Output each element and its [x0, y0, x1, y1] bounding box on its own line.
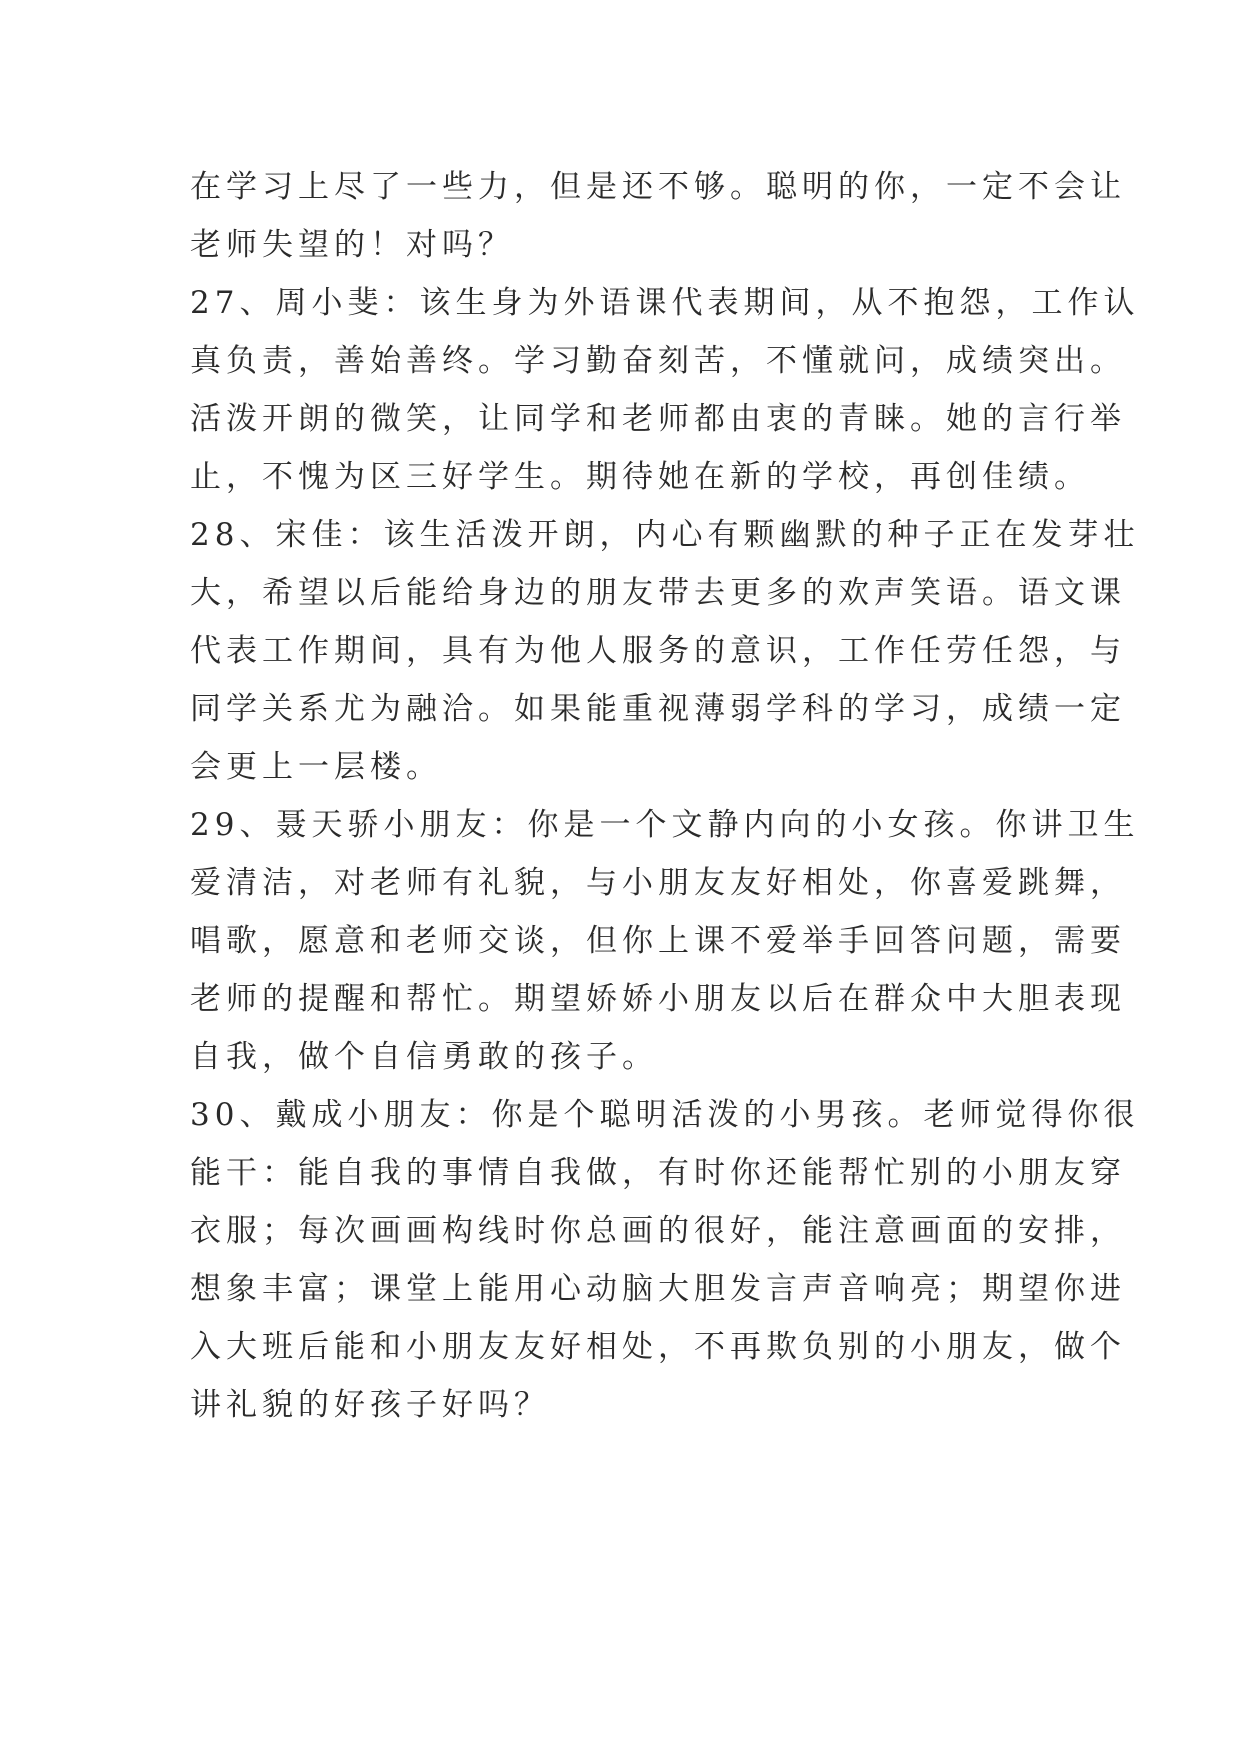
text-line: 大，希望以后能给身边的朋友带去更多的欢声笑语。语文课 [190, 575, 1126, 611]
text-line: 止，不愧为区三好学生。期待她在新的学校，再创佳绩。 [190, 459, 1090, 495]
text-line: 30、戴成小朋友：你是个聪明活泼的小男孩。老师觉得你很 [190, 1097, 1140, 1133]
text-line: 真负责，善始善终。学习勤奋刻苦，不懂就问，成绩突出。 [190, 343, 1126, 379]
text-line: 同学关系尤为融洽。如果能重视薄弱学科的学习，成绩一定 [190, 691, 1126, 727]
text-line: 爱清洁，对老师有礼貌，与小朋友友好相处，你喜爱跳舞， [190, 865, 1126, 901]
text-line: 28、宋佳：该生活泼开朗，内心有颗幽默的种子正在发芽壮 [190, 517, 1140, 553]
text-line: 唱歌，愿意和老师交谈，但你上课不爱举手回答问题，需要 [190, 923, 1126, 959]
text-line: 想象丰富；课堂上能用心动脑大胆发言声音响亮；期望你进 [190, 1271, 1126, 1307]
text-line: 老师的提醒和帮忙。期望娇娇小朋友以后在群众中大胆表现 [190, 981, 1126, 1017]
text-line: 活泼开朗的微笑，让同学和老师都由衷的青睐。她的言行举 [190, 401, 1126, 437]
text-line: 在学习上尽了一些力，但是还不够。聪明的你，一定不会让 [190, 169, 1126, 205]
text-line: 衣服；每次画画构线时你总画的很好，能注意画面的安排， [190, 1213, 1126, 1249]
text-line: 代表工作期间，具有为他人服务的意识，工作任劳任怨，与 [190, 633, 1126, 669]
text-line: 讲礼貌的好孩子好吗？ [190, 1387, 550, 1423]
text-line: 27、周小斐：该生身为外语课代表期间，从不抱怨，工作认 [190, 285, 1140, 321]
text-line: 自我，做个自信勇敢的孩子。 [190, 1039, 658, 1075]
text-line: 29、聂天骄小朋友：你是一个文静内向的小女孩。你讲卫生 [190, 807, 1140, 843]
document-body [190, 158, 1140, 1434]
text-line: 入大班后能和小朋友友好相处，不再欺负别的小朋友，做个 [190, 1329, 1126, 1365]
text-line: 老师失望的！对吗？ [190, 227, 514, 263]
text-line: 会更上一层楼。 [190, 749, 442, 785]
text-line: 能干：能自我的事情自我做，有时你还能帮忙别的小朋友穿 [190, 1155, 1126, 1191]
